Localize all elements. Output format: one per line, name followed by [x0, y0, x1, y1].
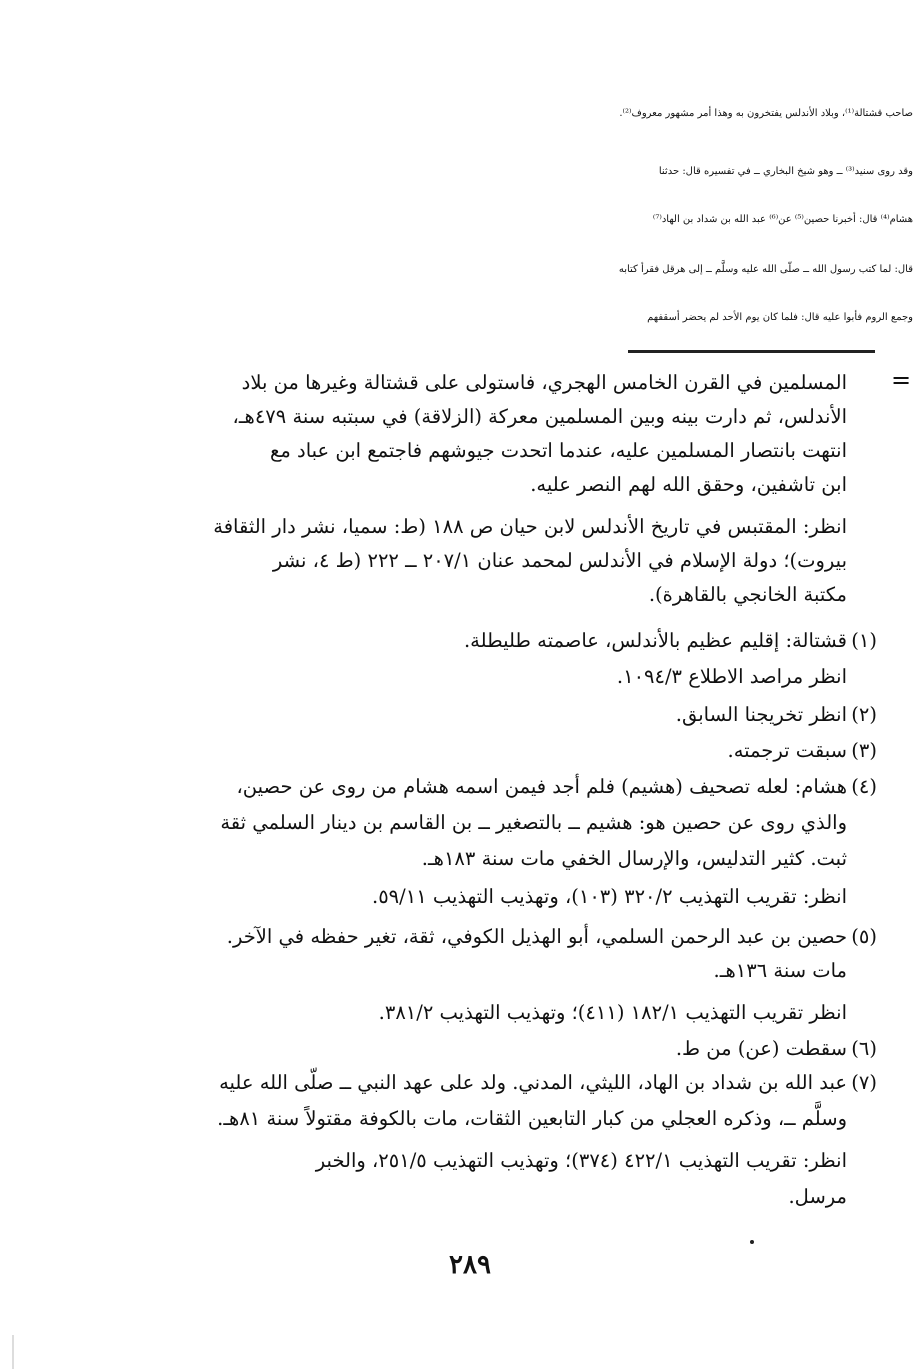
note-line: انتهت بانتصار المسلمين عليه، عندما اتحدت جيوشهم فاجتمع ابن عباد مع — [269, 439, 847, 462]
note-line: بيروت)؛ دولة الإسلام في الأندلس لمحمد عنان ٢٠٧/١ ــ ٢٢٢ (ط ٤، نشر — [272, 549, 847, 572]
main-line: صاحب قشتالة⁽¹⁾، وبلاد الأندلس يفتخرون به وهذا أمر مشهور معروف⁽²⁾. — [619, 108, 913, 119]
footnote-line: حصين بن عبد الرحمن السلمي، أبو الهذيل الكوفي، ثقة، تغير حفظه في الآخر. — [226, 925, 847, 948]
note-line: المسلمين في القرن الخامس الهجري، فاستولى على قشتالة وغيرها من بلاد — [241, 371, 847, 394]
note-line: مكتبة الخانجي بالقاهرة). — [648, 583, 847, 606]
footnote-number: (٣) — [851, 739, 877, 762]
footnote-line: انظر: تقريب التهذيب ٤٢٢/١ (٣٧٤)؛ وتهذيب التهذيب ٢٥١/٥، والخبر — [315, 1149, 847, 1172]
main-line: هشام⁽⁴⁾ قال: أخبرنا حصين⁽⁵⁾ عن⁽⁶⁾ عبد الله بن شداد بن الهاد⁽⁷⁾ — [652, 214, 913, 225]
footnote-line: سقطت (عن) من ط. — [675, 1037, 847, 1060]
footnote-line: سبقت ترجمته. — [727, 739, 847, 762]
footnote-number: (١) — [851, 629, 877, 652]
note-line: انظر: المقتبس في تاريخ الأندلس لابن حيان ص ١٨٨ (ط: سميا، نشر دار الثقافة — [213, 515, 847, 538]
main-line: وقد روى سنيد⁽³⁾ ــ وهو شيخ البخاري ــ في تفسيره قال: حدثنا — [658, 166, 913, 177]
continuation-mark: = — [891, 366, 912, 394]
footnote-line: ثبت. كثير التدليس، والإرسال الخفي مات سنة ١٨٣هـ. — [421, 847, 847, 870]
footnote-line: عبد الله بن شداد بن الهاد، الليثي، المدني. ولد على عهد النبي ــ صلّى الله عليه — [219, 1071, 847, 1094]
note-line: ابن تاشفين، وحقق الله لهم النصر عليه. — [530, 473, 847, 496]
footnote-line: مات سنة ١٣٦هـ. — [713, 959, 847, 982]
footnote-line: والذي روى عن حصين هو: هشيم ــ بالتصغير ــ بن القاسم بن دينار السلمي ثقة — [220, 811, 847, 834]
footnote-line: هشام: لعله تصحيف (هشيم) فلم أجد فيمن اسمه هشام من روى عن حصين، — [236, 775, 847, 798]
footnote-number: (٧) — [851, 1071, 877, 1094]
footnote-line: انظر تخريجنا السابق. — [675, 703, 847, 726]
footnote-line: وسلَّم ــ، وذكره العجلي من كبار التابعين الثقات، مات بالكوفة مقتولاً سنة ٨١هـ. — [217, 1107, 847, 1130]
scan-edge — [12, 1335, 14, 1369]
main-line: وجمع الروم فأبوا عليه قال: فلما كان يوم الأحد لم يحضر أسقفهم — [647, 312, 913, 323]
footnote-line: انظر: تقريب التهذيب ٣٢٠/٢ (١٠٣)، وتهذيب التهذيب ٥٩/١١. — [372, 885, 847, 908]
footnote-line: قشتالة: إقليم عظيم بالأندلس، عاصمته طليطلة. — [463, 629, 847, 652]
footnote-number: (٢) — [851, 703, 877, 726]
main-line: قال: لما كتب رسول الله ــ صلّى الله عليه وسلَّم ــ إلى هرقل فقرأ كتابه — [618, 264, 913, 275]
footnote-separator — [628, 350, 875, 353]
footnote-number: (٤) — [851, 775, 877, 798]
footnote-line: انظر تقريب التهذيب ١٨٢/١ (٤١١)؛ وتهذيب التهذيب ٣٨١/٢. — [378, 1001, 847, 1024]
note-line: الأندلس، ثم دارت بينه وبين المسلمين معركة (الزلاقة) في سبتبه سنة ٤٧٩هـ، — [232, 405, 847, 428]
footnote-line: مرسل. — [788, 1185, 847, 1208]
ink-speck — [750, 1240, 754, 1244]
page-number: ٢٨٩ — [449, 1250, 491, 1280]
footnote-number: (٦) — [851, 1037, 877, 1060]
footnote-line: انظر مراصد الاطلاع ١٠٩٤/٣. — [616, 665, 847, 688]
footnote-number: (٥) — [851, 925, 877, 948]
